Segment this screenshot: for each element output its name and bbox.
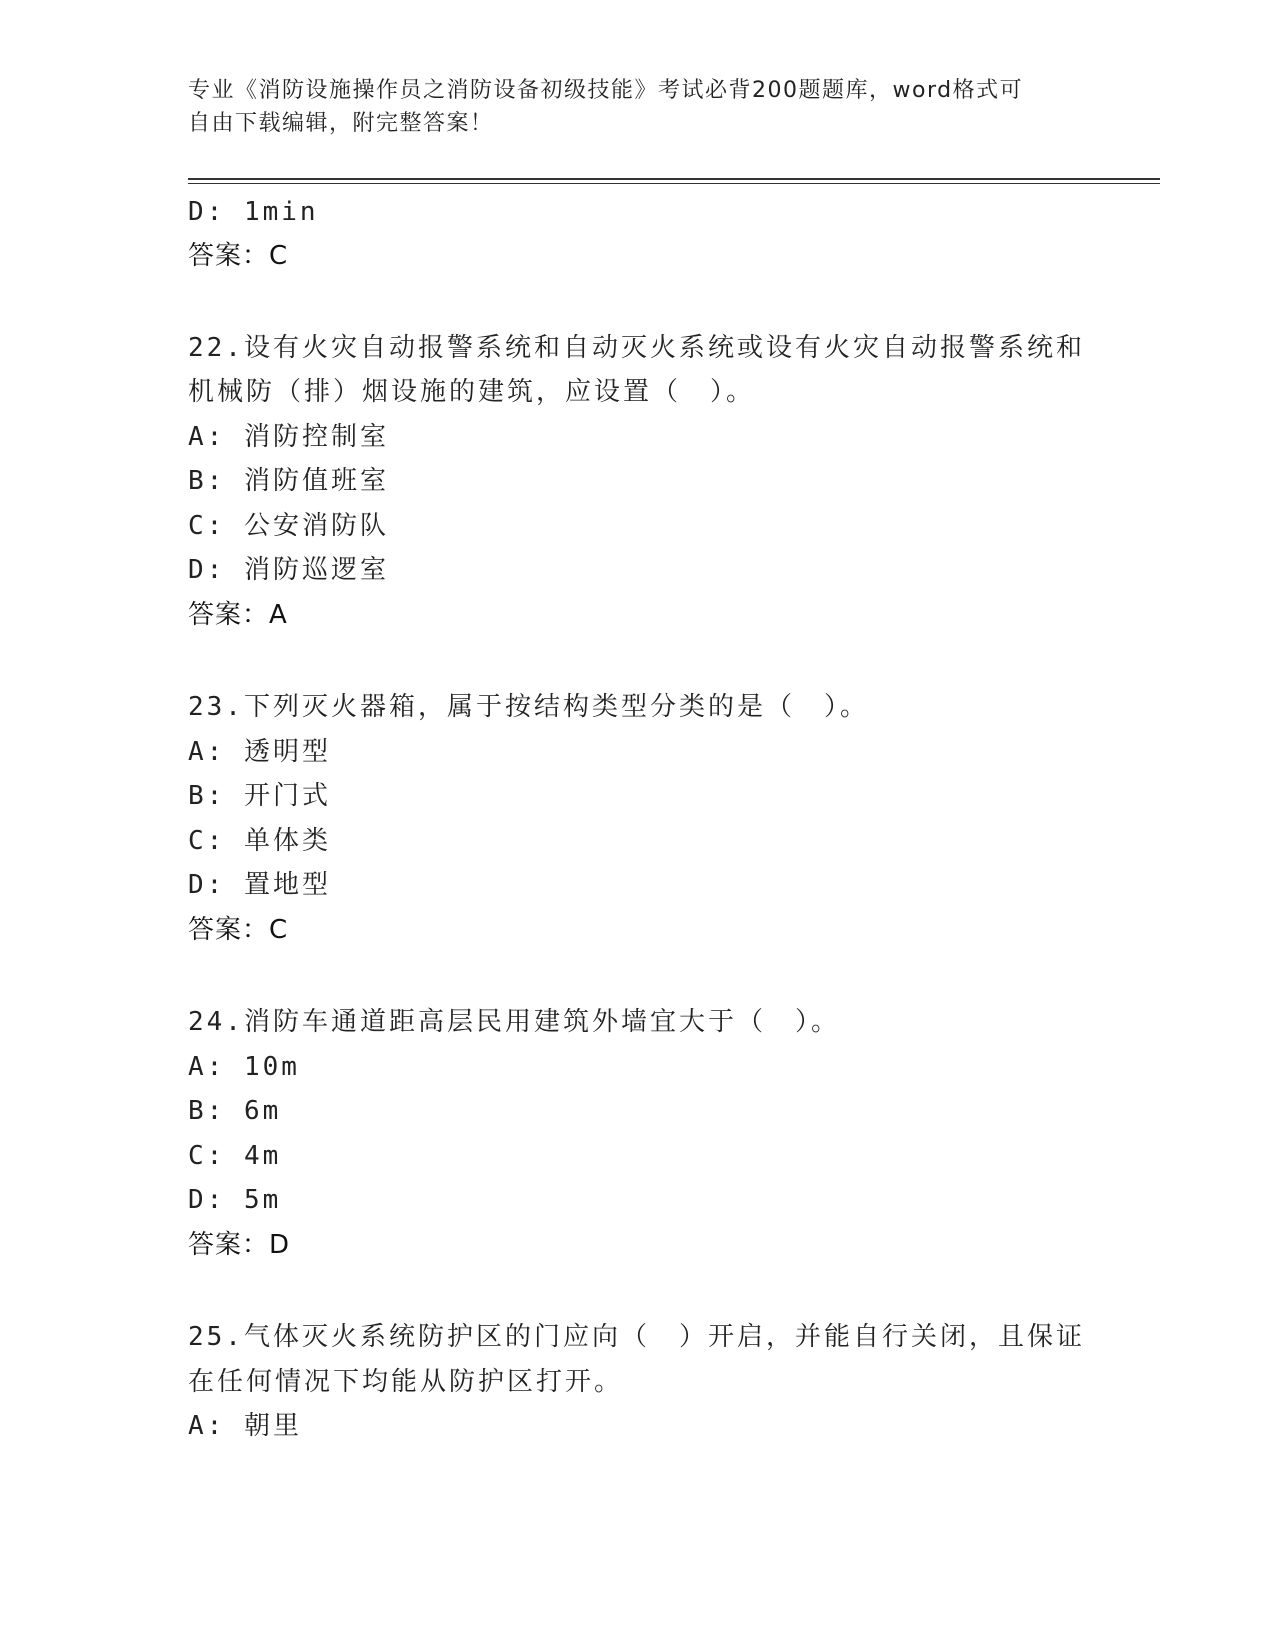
q24-option-d: D: 5m xyxy=(188,1185,282,1215)
q22-question-line-1: 22.设有火灾自动报警系统和自动灭火系统或设有火灾自动报警系统和 xyxy=(188,333,1085,363)
q24-question-line-1: 24.消防车通道距高层民用建筑外墙宜大于（ ）。 xyxy=(188,1007,840,1037)
header-line-1: 专业《消防设施操作员之消防设备初级技能》考试必背200题题库，word格式可 xyxy=(188,78,1024,103)
q23-option-c: C: 单体类 xyxy=(188,826,331,856)
q23-option-d: D: 置地型 xyxy=(188,870,331,900)
q22-question-line-2: 机械防（排）烟设施的建筑，应设置（ ）。 xyxy=(188,377,756,407)
q24-option-a: A: 10m xyxy=(188,1052,300,1082)
q23-option-b: B: 开门式 xyxy=(188,781,331,811)
q23-answer: 答案：C xyxy=(188,915,289,945)
q22-option-b: B: 消防值班室 xyxy=(188,466,389,496)
q22-option-d: D: 消防巡逻室 xyxy=(188,555,389,585)
q24-option-b: B: 6m xyxy=(188,1096,282,1126)
q22-option-a: A: 消防控制室 xyxy=(188,422,389,452)
q22-option-c: C: 公安消防队 xyxy=(188,511,389,541)
q23-option-a: A: 透明型 xyxy=(188,737,331,767)
q23-question-line-1: 23.下列灭火器箱，属于按结构类型分类的是（ ）。 xyxy=(188,692,869,722)
header-line-2: 自由下载编辑，附完整答案！ xyxy=(188,111,494,136)
q21-option-d: D: 1min xyxy=(188,197,319,227)
q21-answer: 答案：C xyxy=(188,241,289,271)
q25-option-a: A: 朝里 xyxy=(188,1411,302,1441)
q24-answer: 答案：D xyxy=(188,1230,291,1260)
q25-question-line-1: 25.气体灭火系统防护区的门应向（ ）开启，并能自行关闭，且保证 xyxy=(188,1322,1085,1352)
q24-option-c: C: 4m xyxy=(188,1141,282,1171)
q25-question-line-2: 在任何情况下均能从防护区打开。 xyxy=(188,1367,624,1397)
q22-answer: 答案：A xyxy=(188,600,288,630)
header-divider xyxy=(188,178,1160,184)
document-header xyxy=(188,74,1088,140)
